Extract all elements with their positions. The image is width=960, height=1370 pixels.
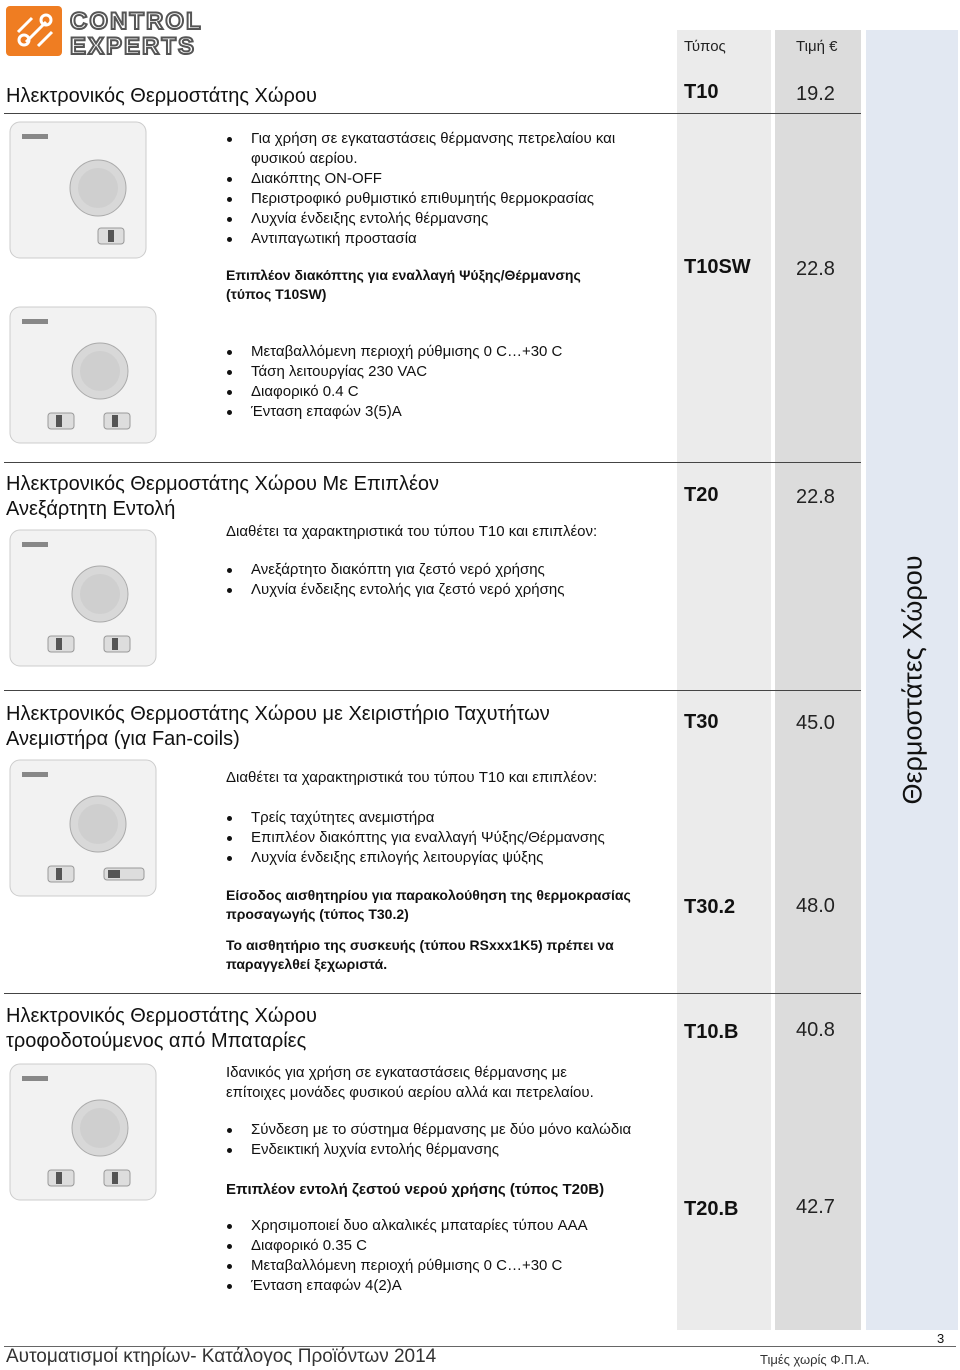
product-intro-line: επίτοιχες μονάδες φυσικού αερίου αλλά και πετρελαίου. xyxy=(226,1084,594,1101)
product-title-line: Ανεξάρτητη Εντολή xyxy=(6,498,176,520)
product-intro xyxy=(226,1063,594,1103)
product-price: 48.0 xyxy=(796,895,835,917)
spec-item: Μεταβαλλόμενη περιοχή ρύθμισης 0 C…+30 C xyxy=(224,1256,588,1276)
feature-item: Επιπλέον διακόπτης για εναλλαγή Ψύξης/Θέρμανσης xyxy=(224,828,605,848)
feature-item: Για χρήση σε εγκαταστάσεις θέρμανσης πετρελαίου και xyxy=(224,129,615,149)
feature-item: Σύνδεση με το σύστημα θέρμανσης με δύο μόνο καλώδια xyxy=(224,1120,631,1140)
ordering-note-line: Το αισθητήριο της συσκευής (τύπου RSxxx1K5) πρέπει να xyxy=(226,937,614,953)
product-price: 22.8 xyxy=(796,486,835,508)
feature-list xyxy=(224,129,615,149)
thermostat-image xyxy=(8,1062,158,1202)
feature-item: Τρείς ταχύτητες ανεμιστήρα xyxy=(224,808,605,828)
page-number: 3 xyxy=(937,1331,945,1346)
product-code: T10 xyxy=(684,81,719,103)
extra-feature-note xyxy=(226,886,631,924)
product-price: 22.8 xyxy=(796,258,835,280)
product-title: Ηλεκτρονικός Θερμοστάτης Χώρου xyxy=(6,85,317,107)
product-price: 45.0 xyxy=(796,712,835,734)
footer-price-note: Τιμές χωρίς Φ.Π.Α. xyxy=(760,1352,870,1367)
spec-item: Διαφορικό 0.4 C xyxy=(224,382,562,402)
feature-item: Αντιπαγωτική προστασία xyxy=(224,229,594,249)
spec-item: Μεταβαλλόμενη περιοχή ρύθμισης 0 C…+30 C xyxy=(224,342,562,362)
section-divider xyxy=(4,462,861,463)
extra-feature-line: προσαγωγής (τύπος T30.2) xyxy=(226,906,409,922)
thermostat-image xyxy=(8,120,148,260)
ordering-note-line: παραγγελθεί ξεχωριστά. xyxy=(226,956,388,972)
feature-list xyxy=(224,560,564,600)
product-title-line: Ηλεκτρονικός Θερμοστάτης Χώρου με Χειριστήριο Ταχυτήτων xyxy=(6,703,550,725)
product-code: T30 xyxy=(684,711,719,733)
feature-item: Λυχνία ένδειξης εντολής θέρμανσης xyxy=(224,209,594,229)
type-header: Τύπος xyxy=(684,38,726,55)
feature-item: Λυχνία ένδειξης επιλογής λειτουργίας ψύξης xyxy=(224,848,605,868)
product-title xyxy=(6,472,439,522)
product-code: T20 xyxy=(684,484,719,506)
product-price: 19.2 xyxy=(796,83,835,105)
spec-item: Χρησιμοποιεί δυο αλκαλικές μπαταρίες τύπου AAA xyxy=(224,1216,588,1236)
extra-feature-note xyxy=(226,266,581,304)
price-column-bg xyxy=(775,30,861,1330)
logo-line2: EXPERTS xyxy=(70,33,197,60)
footer-catalog-title: Αυτοματισμοί κτηρίων- Κατάλογος Προϊόντων 2014 xyxy=(6,1346,437,1367)
product-title-line: Ηλεκτρονικός Θερμοστάτης Χώρου xyxy=(6,1005,317,1027)
product-intro-line: Ιδανικός για χρήση σε εγκαταστάσεις θέρμανσης με xyxy=(226,1064,567,1081)
extra-feature-line: (τύπος T10SW) xyxy=(226,286,327,302)
thermostat-image xyxy=(8,528,158,668)
product-title-line: Ηλεκτρονικός Θερμοστάτης Χώρου Με Επιπλέον xyxy=(6,473,440,495)
spec-item: Ένταση επαφών 4(2)A xyxy=(224,1276,588,1296)
product-intro: Διαθέτει τα χαρακτηριστικά του τύπου T10 και επιπλέον: xyxy=(226,769,598,786)
extra-feature-line: Επιπλέον διακόπτης για εναλλαγή Ψύξης/Θέρμανσης xyxy=(226,267,581,283)
feature-item: Ενδεικτική λυχνία εντολής θέρμανσης xyxy=(224,1140,631,1160)
product-title-line: τροφοδοτούμενος από Μπαταρίες xyxy=(6,1030,307,1052)
logo-line1: CONTROL xyxy=(70,8,203,35)
section-divider xyxy=(4,993,861,994)
product-code: T10SW xyxy=(684,256,751,278)
feature-item: Διακόπτης ON-OFF xyxy=(224,169,594,189)
spec-item: Ένταση επαφών 3(5)A xyxy=(224,402,562,422)
product-title xyxy=(6,702,550,752)
type-column-bg xyxy=(677,30,771,1330)
section-divider xyxy=(4,690,861,691)
spec-list xyxy=(224,1216,588,1296)
control-experts-logo xyxy=(6,2,244,60)
category-label: Θερμοστάτες Χώρου xyxy=(897,555,928,805)
product-price: 42.7 xyxy=(796,1196,835,1218)
section-divider xyxy=(4,113,861,114)
product-code: T10.B xyxy=(684,1021,739,1043)
ordering-note xyxy=(226,936,614,974)
spec-list xyxy=(224,342,562,422)
feature-item: Περιστροφικό ρυθμιστικό επιθυμητής θερμοκρασίας xyxy=(224,189,594,209)
feature-item-cont: φυσικού αερίου. xyxy=(251,150,358,167)
product-code: T30.2 xyxy=(684,896,736,918)
feature-item: Λυχνία ένδειξης εντολής για ζεστό νερό χρήσης xyxy=(224,580,564,600)
spec-item: Διαφορικό 0.35 C xyxy=(224,1236,588,1256)
spec-item: Τάση λειτουργίας 230 VAC xyxy=(224,362,562,382)
feature-list xyxy=(224,1120,631,1160)
product-price: 40.8 xyxy=(796,1019,835,1041)
product-title xyxy=(6,1004,317,1054)
product-title-line: Ανεμιστήρα (για Fan-coils) xyxy=(6,728,240,750)
thermostat-image xyxy=(8,305,158,445)
feature-list xyxy=(224,808,605,868)
extra-feature-line: Είσοδος αισθητηρίου για παρακολούθηση της θερμοκρασίας xyxy=(226,887,631,903)
feature-item: Ανεξάρτητο διακόπτη για ζεστό νερό χρήσης xyxy=(224,560,564,580)
thermostat-image xyxy=(8,758,158,898)
price-header: Τιμή € xyxy=(796,38,838,55)
extra-feature-note: Επιπλέον εντολή ζεστού νερού χρήσης (τύπος T20B) xyxy=(226,1181,605,1198)
feature-list xyxy=(224,169,594,249)
product-code: T20.B xyxy=(684,1198,739,1220)
product-intro: Διαθέτει τα χαρακτηριστικά του τύπου T10 και επιπλέον: xyxy=(226,523,598,540)
